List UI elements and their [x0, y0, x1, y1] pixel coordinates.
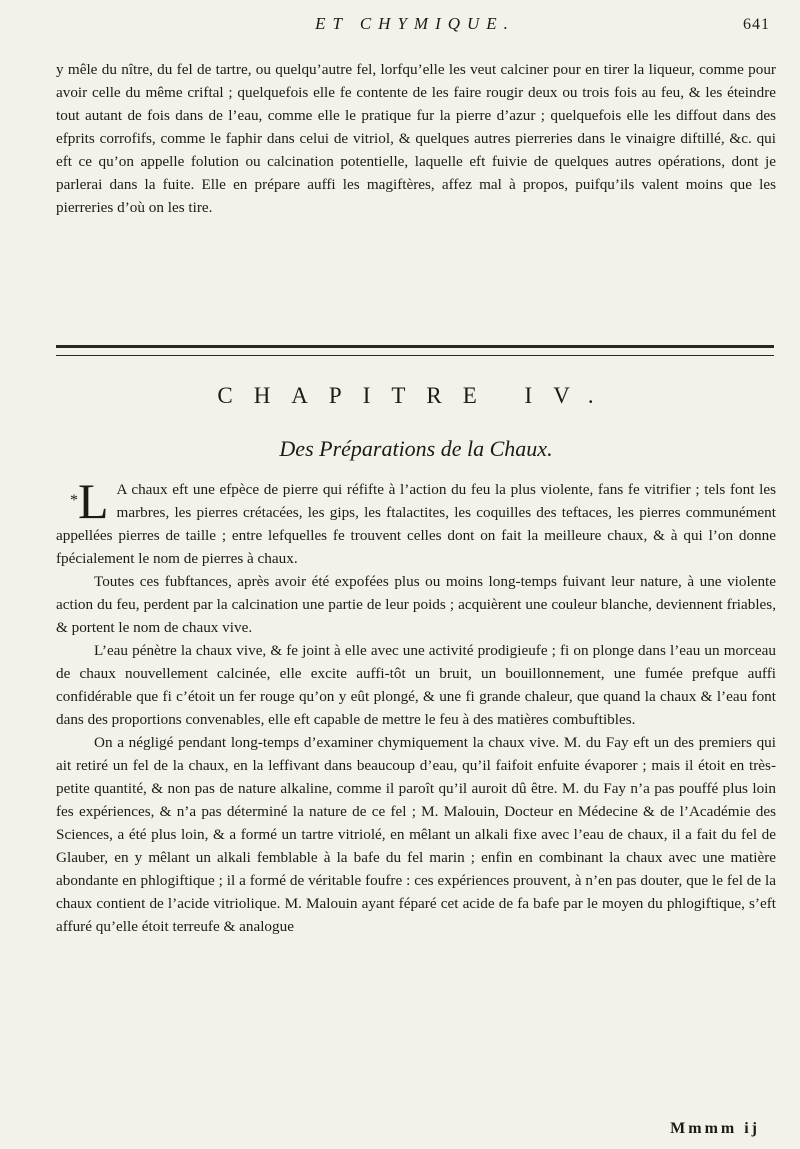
- dropcap-char: L: [78, 473, 109, 529]
- dropcap-letter: [70, 473, 109, 529]
- intro-paragraph: y mêle du nître, du fel de tartre, ou quelqu’autre fel, lorfqu’elle les veut calciner pour en tirer la liqueur, comme pour avoir celle du même criftal ; quelquefois elle fe contente de les faire rougir deux ou trois fois au feu, & les éteindre tout autant de fois dans de l’eau, comme elle le pratique fur la pierre d’azur ; quelquefois elle les diffout dans des efprits corrofifs, comme le faphir dans celui de vitriol, & quelques autres pierreries dans le vinaigre diftillé, &c. qui eft ce qu’on appelle folution ou calcination potentielle, laquelle eft fuivie de quelques autres opérations, dont je parlerai dans la fuite. Elle en prépare auffi les magiftères, affez mal à propos, puifqu’ils valent moins que les pierreries d’où on les tire.: [56, 61, 776, 216]
- paragraph-3: L’eau pénètre la chaux vive, & fe joint à elle avec une activité prodigieufe ; fi on plonge dans l’eau un morceau de chaux nouvellement calcinée, elle excite auffi-tôt un bruit, un bouillonnement, une fumée prefque auffi confidérable que fi c’étoit un fer rouge qu’on y eût plongé, & une fi grande chaleur, que quand la chaux & l’eau font dans des proportions convenables, elle eft capable de mettre le feu à des matières combuftibles.: [56, 642, 776, 728]
- chapter-heading: CHAPITRE IV.: [217, 383, 615, 408]
- intro-text: [56, 58, 776, 219]
- page-header: [60, 14, 770, 54]
- chapter-subtitle: Des Préparations de la Chaux.: [279, 436, 553, 461]
- signature-mark: Mmmm ij: [670, 1120, 760, 1137]
- footnote-marker: *: [70, 492, 78, 509]
- paragraph-2: Toutes ces fubftances, après avoir été expofées plus ou moins long-temps fuivant leur nature, à une violente action du feu, perdent par la calcination une partie de leur poids ; acquièrent une couleur blanche, deviennent friables, & portent le nom de chaux vive.: [56, 573, 776, 636]
- running-title: ET CHYMIQUE.: [315, 14, 515, 33]
- chapter-body: [56, 473, 776, 938]
- paragraph-1-text: A chaux eft une efpèce de pierre qui réfifte à l’action du feu la plus violente, fans fe vitrifier ; tels font les marbres, les pierres crétacées, les gips, les ftalactites, les coquilles des teftaces, les pierres communément appellées pierres de taille ; entre lefquelles fe trouvent celles dont on fait la meilleure chaux, & à qui l’on donne fpécialement le nom de pierres à chaux.: [56, 481, 776, 567]
- paragraph-4: On a négligé pendant long-temps d’examiner chymiquement la chaux vive. M. du Fay eft un des premiers qui ait retiré un fel de la chaux, en la leffivant dans beaucoup d’eau, qu’il faifoit enfuite évaporer ; mais il étoit en très-petite quantité, & non pas de nature alkaline, comme il paroît qu’il auroit dû être. M. du Fay n’a pas pouffé plus loin fes expériences, & n’a pas déterminé la nature de ce fel ; M. Malouin, Docteur en Médecine & de l’Académie des Sciences, a été plus loin, & a formé un tartre vitriolé, en mêlant un alkali fixe avec l’eau de chaux, il a fait du fel de Glauber, en y mêlant un alkali femblable à la bafe du fel marin ; enfin en combinant la chaux avec une matière abondante en phlogiftique ; il a formé de véritable foufre : ces expériences prouvent, à n’en pas douter, que le fel de la chaux contient de l’acide vitriolique. M. Malouin ayant féparé cet acide de fa bafe par le moyen du phlogiftique, s’eft affuré qu’elle étoit terreufe & analogue: [56, 734, 776, 935]
- paragraph-1: [56, 473, 776, 570]
- page-number: 641: [743, 16, 770, 33]
- chapter-rule: [56, 345, 774, 356]
